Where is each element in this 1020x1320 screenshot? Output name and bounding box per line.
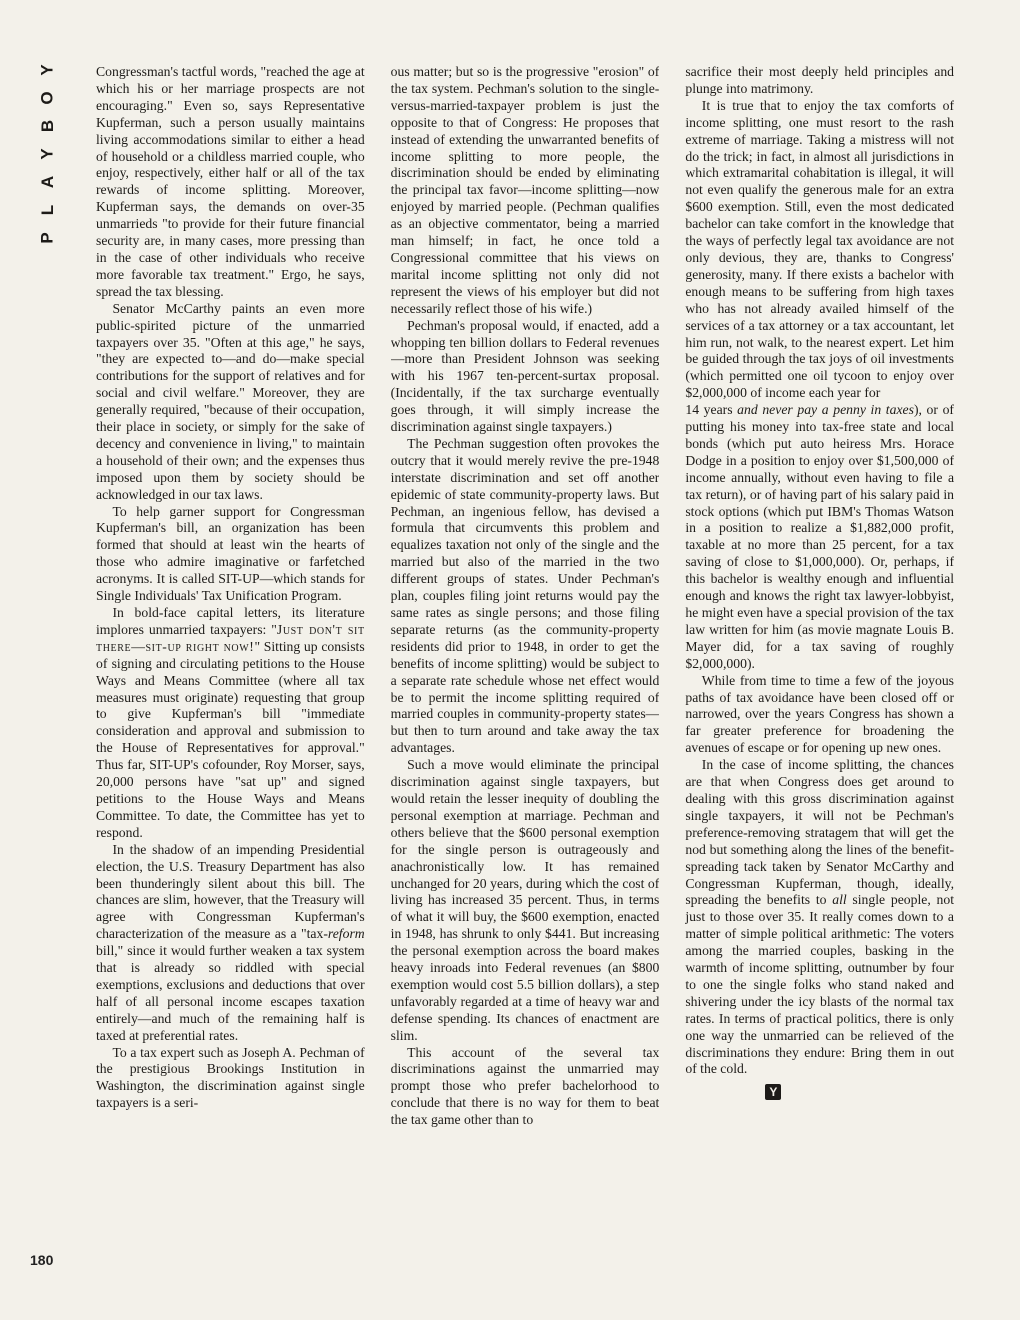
page-number: 180 [30,1252,54,1268]
paragraph [96,842,365,1045]
paragraph: ous matter; but so is the progressive "erosion" of the tax system. Pechman's solution to the single-versus-married-taxpayer problem is just the opposite to that of Congress: He proposes that instead of extending the unwarranted benefits of income splitting to more people, the discrimination should be ended by eliminating the principal tax favor—income splitting—now enjoyed by married people. (Pechman qualifies as an objective commentator, being a married man himself; in fact, he once told a Congressional committee that his views on marital income splitting not only did not represent the views of his employer but did not necessarily reflect those of his wife.) [390,64,660,316]
italic-emphasis: and never pay a penny in taxes [737,402,914,418]
paragraph: Pechman's proposal would, if enacted, add a whopping ten billion dollars to Federal revenues—more than President Johnson was seeking with his 1967 ten-percent-surtax proposal. (Incidentally, if the tax surcharge eventually goes through, it will simply increase the discrimination against single taxpayers.) [390,317,660,435]
masthead-letter: B [38,119,57,133]
magazine-masthead [28,60,68,248]
paragraph: To help garner support for Congressman Kupferman's bill, an organization has been formed that should at least win the hearts of those who admire imaginative or farfetched acronyms. It is called SIT-UP—which stands for Single Individuals' Tax Unification Program. [96,503,365,604]
paragraph [685,402,954,673]
masthead-letter: Y [38,148,57,160]
paragraph [96,605,365,842]
masthead-letter: A [38,175,57,189]
masthead-letter: O [37,91,57,105]
paragraph: While from time to time a few of the joyous paths of tax avoidance have been closed off or narrowed, over the years Congress has shown a far greater preference for broadening the avenues of escape or for opening up new ones. [685,672,955,756]
column-1 [96,64,365,1274]
column-3 [685,64,954,1274]
text-run: single people, not just to those over 35. It really comes down to a matter of simple political arithmetic: The voters among the married couples, basking in the warmth of income splitting, outnumber by four to one the single folks who stand naked and shivering under the icy blasts of the normal tax rates. In terms of practical politics, there is only one way the unmarried can be relieved of the discriminations they endure: Bring them in out of the cold. [685,892,955,1077]
end-of-article-icon: Y [765,1084,781,1100]
paragraph [685,757,954,1078]
article-body [96,64,954,1274]
text-run: In the case of income splitting, the chances are that when Congress does get around to dealing with this gross discrimination against single taxpayers, it will not be Pechman's preference-removing stratagem that will get the nod but something along the lines of the benefit-spreading tack taken by Senator McCarthy and Congressman Kupferman, though, ideally, spreading the benefits to [685,757,955,908]
column-2 [391,64,660,1274]
paragraph: sacrifice their most deeply held principles and plunge into matrimony. [685,64,955,96]
text-run: bill," since it would further weaken a tax system that is already so riddled with special exemptions, exclusions and deductions that over half of all personal income escapes taxation entirely—and much of the remaining half is taxed at preferential rates. [96,943,365,1043]
italic-emphasis: all [832,892,847,908]
italic-emphasis: reform [327,926,365,942]
masthead-letter: L [37,204,57,216]
masthead-letter: P [38,232,57,244]
text-run: 14 years [685,402,738,418]
paragraph: Senator McCarthy paints an even more public-spirited picture of the unmarried taxpayers over 35. "Often at this age," he says, "they are expected to—and do—make special contributions for the support of relatives and for social and civil welfare." Moreover, they are generally required, "because of their occupation, their place in society, or simply for the sake of decency and convenience in living," to maintain a household of their own; and the expenses thus imposed upon them by society should be acknowledged in our tax laws. [96,300,365,502]
paragraph: This account of the several tax discriminations against the unmarried may prompt those who prefer bachelorhood to conclude that there is no way for them to beat the tax game other than to [390,1044,660,1128]
text-run: In the shadow of an impending Presidential election, the U.S. Treasury Department has also been thunderingly silent about this bill. The chances are slim, however, that the Treasury will agree with Congressman Kupferman's characterization of the measure as a "tax- [96,841,365,942]
masthead-letter: Y [38,64,57,76]
text-run: " Sitting up consists of signing and circulating petitions to the House Ways and Means Committee (where all tax measures must originate) requesting that group to give Kupferman's bill "immediate consideration and approval and submission to the House of Representatives for approval." Thus far, SIT-UP's cofounder, Roy Morser, says, 20,000 persons have "sat up" and signed petitions to the House Ways and Means Committee. To date, the Committee has yet to respond. [96,638,365,840]
paragraph: The Pechman suggestion often provokes the outcry that it would merely revive the pre-1948 interstate discrimination and set off another epidemic of state community-property laws. But Pechman, an ingenious fellow, has devised a formula that circumvents this problem and equalizes taxation not only of the single and the married but also of the married in the two different groups of states. Under Pechman's plan, couples filing joint returns would pay the same rates as single persons; and those filing separate returns (as the community-property residents did prior to 1948, in order to get the benefits of income splitting) would be subject to a separate rate schedule whose net effect would be to permit the income splitting required of married couples in community-property states—but then to turn around and take away the tax advantages. [390,435,660,756]
slogan-small-caps: Just don't sit there—sit-up right now! [96,621,365,654]
paragraph: To a tax expert such as Joseph A. Pechman of the prestigious Brookings Institution in Washington, the discrimination against single taxpayers is a seri- [96,1044,365,1111]
text-run: ), or of putting his money into tax-free state and local bonds (which put auto heiress Mrs. Horace Dodge in a position to enjoy over $1,500,000 of income annually, without even having to file a tax return), or of having part of his salary paid in stock options (which put IBM's Thomas Watson in a position to realize a $1,882,000 profit, taxable at no more than 25 percent, for a tax saving of close to $1,000,000). Or, perhaps, if this bachelor is wealthy enough and influential enough and knows the right tax lawyer-lobbyist, he might even have a special provision of the tax law written for him (as movie magnate Louis B. Mayer did, for a tax saving of roughly $2,000,000). [685,402,955,671]
paragraph: Congressman's tactful words, "reached the age at which his or her marriage prospects are not encouraging." Even so, says Representative Kupferman, such a person usually maintains living accommodations similar to either a head of household or a childless married couple, who enjoy, respectively, either half or all of the tax rewards of income splitting. Moreover, Kupferman says, the demands on over-35 unmarrieds "to provide for their future financial security are, in many cases, more pressing than in the case of other individuals who receive more favorable tax treatment." Ergo, he says, spread the tax blessing. [96,64,365,299]
paragraph: It is true that to enjoy the tax comforts of income splitting, one must resort to the rash extreme of marriage. Taking a mistress will not do the trick; in fact, in almost all jurisdictions in which extramarital cohabitation is illegal, it will not even qualify the generous male for an extra $600 exemption. Still, even the most dedicated bachelor can take comfort in the knowledge that the ways of perfectly legal tax avoidance are not only devious, they are, thanks to Congress' generosity, many. If there exists a bachelor with enough means to be suffering from high taxes who has not already availed himself of the services of a tax attorney or a tax accountant, let him run, not walk, to the nearest expert. Let him be guided through the tax joys of oil investments (which permitted one oil tycoon to enjoy over $2,000,000 of income each year for [685,97,955,401]
paragraph: Such a move would eliminate the principal discrimination against single taxpayers, but would retain the lesser inequity of doubling the personal exemption at marriage. Pechman and others believe that the $600 personal exemption for the single person is outrageously and anachronistically low. It has remained unchanged for 20 years, during which the cost of living has increased 35 percent. Thus, in terms of what it will buy, the $600 exemption, enacted in 1948, has shrunk to only $441. But increasing the personal exemption across the board makes heavy inroads into Federal revenues (an $800 exemption would cost 5.5 billion dollars), a step unfavorably regarded at a time of heavy war and defense spending. Its chances of enactment are slim. [390,757,660,1043]
end-mark-line [685,1078,954,1101]
text-run: In bold-face capital letters, its literature implores unmarried taxpayers: " [96,605,365,637]
